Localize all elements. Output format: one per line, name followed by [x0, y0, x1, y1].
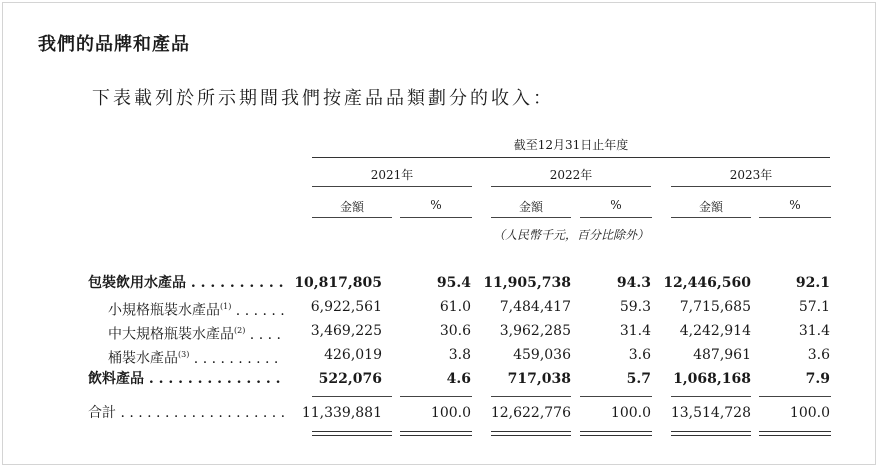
year-2023-underline — [671, 186, 831, 187]
total-double-rule — [759, 431, 831, 436]
pct-cell: 7.9 — [805, 371, 830, 387]
footnote-marker: (1) — [220, 302, 232, 311]
col-underline — [580, 217, 652, 218]
amount-cell: 10,817,805 — [294, 275, 382, 291]
pct-header-2021: % — [430, 198, 442, 212]
pct-cell: 30.6 — [439, 323, 471, 339]
amount-cell: 459,036 — [513, 347, 571, 363]
pct-cell: 94.3 — [616, 275, 651, 291]
total-double-rule — [491, 431, 571, 436]
period-underline — [312, 157, 830, 158]
amount-cell: 426,019 — [324, 347, 382, 363]
year-2021-underline — [312, 186, 472, 187]
pct-cell: 31.4 — [798, 323, 830, 339]
row-label: 包裝飲用水產品 . . . — [88, 272, 284, 294]
amount-cell: 12,446,560 — [663, 275, 751, 291]
col-underline — [400, 217, 472, 218]
subtotal-rule — [400, 396, 472, 397]
total-double-rule — [580, 431, 652, 436]
subtotal-rule — [580, 396, 652, 397]
pct-cell: 100.0 — [789, 405, 830, 421]
year-2022-underline — [491, 186, 651, 187]
total-double-rule — [400, 431, 472, 436]
footnote-marker: (3) — [178, 350, 190, 359]
unit-note: （人民幣千元，百分比除外） — [492, 228, 649, 242]
table-row — [0, 344, 880, 366]
amount-cell: 3,962,285 — [499, 323, 571, 339]
amount-header-2021: 金額 — [339, 200, 364, 214]
pct-cell: 4.6 — [446, 371, 471, 387]
amount-header-2023: 金額 — [698, 200, 723, 214]
amount-cell: 6,922,561 — [310, 299, 382, 315]
table-row-total — [0, 402, 880, 424]
amount-cell: 11,339,881 — [301, 405, 382, 421]
table-row — [0, 368, 880, 390]
pct-cell: 3.6 — [807, 347, 830, 363]
pct-header-2022: % — [610, 198, 622, 212]
row-label: 小規格瓶裝水產品$^{(1)}$ . . . — [108, 296, 284, 322]
amount-header-2022: 金額 — [518, 200, 543, 214]
pct-cell: 100.0 — [430, 405, 471, 421]
total-double-rule — [312, 431, 392, 436]
amount-cell: 487,961 — [693, 347, 751, 363]
col-underline — [759, 217, 831, 218]
amount-cell: 12,622,776 — [490, 405, 571, 421]
row-label: 桶裝水產品$^{(3)}$ . . . — [108, 344, 284, 370]
table-row — [0, 272, 880, 294]
pct-cell: 3.8 — [448, 347, 471, 363]
pct-cell: 57.1 — [798, 299, 830, 315]
year-2021-header: 2021年 — [370, 168, 414, 182]
pct-cell: 95.4 — [436, 275, 471, 291]
table-row — [0, 320, 880, 342]
col-underline — [671, 217, 751, 218]
section-heading: 我們的品牌和產品 — [38, 34, 190, 55]
amount-cell: 11,905,738 — [483, 275, 571, 291]
amount-cell: 13,514,728 — [670, 405, 751, 421]
row-label: 中大規格瓶裝水產品$^{(2)}$ . . . — [108, 320, 284, 346]
subtotal-rule — [759, 396, 831, 397]
pct-cell: 3.6 — [628, 347, 651, 363]
pct-cell: 92.1 — [795, 275, 830, 291]
pct-cell: 100.0 — [610, 405, 651, 421]
subtotal-rule — [491, 396, 571, 397]
pct-cell: 31.4 — [619, 323, 651, 339]
amount-cell: 4,242,914 — [679, 323, 751, 339]
amount-cell: 1,068,168 — [673, 371, 751, 387]
subtotal-rule — [671, 396, 751, 397]
pct-cell: 61.0 — [439, 299, 471, 315]
row-label: 合計 . . . — [88, 402, 284, 424]
pct-header-2023: % — [789, 198, 801, 212]
amount-cell: 3,469,225 — [310, 323, 382, 339]
subtotal-rule — [312, 396, 392, 397]
pct-cell: 59.3 — [619, 299, 651, 315]
row-label: 飲料產品 . . . — [88, 368, 284, 390]
intro-paragraph: 下表載列於所示期間我們按產品品類劃分的收入： — [92, 88, 554, 109]
amount-cell: 717,038 — [507, 371, 571, 387]
total-double-rule — [671, 431, 751, 436]
footnote-marker: (2) — [234, 326, 246, 335]
col-underline — [312, 217, 392, 218]
year-2022-header: 2022年 — [549, 168, 593, 182]
year-2023-header: 2023年 — [729, 168, 773, 182]
amount-cell: 7,484,417 — [499, 299, 571, 315]
pct-cell: 5.7 — [626, 371, 651, 387]
period-header: 截至12月31日止年度 — [513, 138, 629, 152]
amount-cell: 7,715,685 — [679, 299, 751, 315]
col-underline — [491, 217, 571, 218]
table-row — [0, 296, 880, 318]
amount-cell: 522,076 — [318, 371, 382, 387]
